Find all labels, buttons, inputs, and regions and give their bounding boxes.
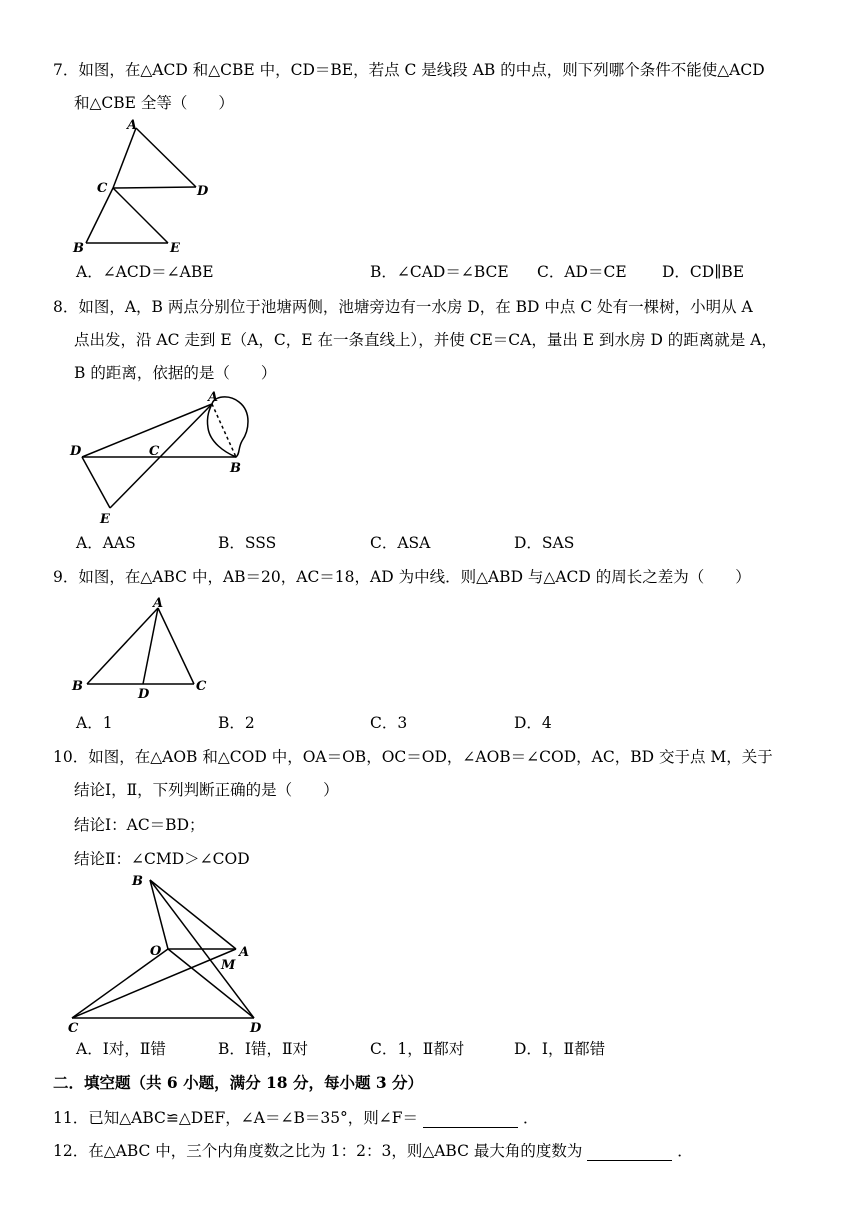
q10-label-b: B [132, 874, 143, 889]
q11-line [53, 1108, 538, 1128]
q9-label-d: D [138, 687, 150, 702]
q7-option-a[interactable]: A．∠ACD＝∠ABE [76, 263, 214, 281]
q12-text: 12．在△ABC 中，三个内角度数之比为 1：2：3，则△ABC 最大角的度数为 [53, 1142, 583, 1160]
q10-option-d[interactable]: D．Ⅰ，Ⅱ都错 [514, 1040, 606, 1058]
q9-segment-ab [87, 608, 158, 684]
q7-label-c: C [97, 181, 108, 196]
q8-label-d: D [70, 444, 82, 459]
q9-option-a[interactable]: A．1 [76, 714, 113, 732]
q11-end: ． [522, 1109, 539, 1127]
q10-stem-line2: 结论Ⅰ，Ⅱ，下列判断正确的是（ ） [74, 781, 339, 799]
q7-segment-cd [113, 187, 196, 188]
q7-segment-ac [113, 128, 136, 188]
q9-label-b: B [72, 679, 83, 694]
q9-label-a: A [153, 596, 164, 611]
q7-segment-ce [113, 188, 168, 243]
q8-label-e: E [100, 512, 110, 527]
q7-option-d[interactable]: D．CD∥BE [662, 263, 745, 281]
q7-stem-line2: 和△CBE 全等（ ） [74, 94, 234, 112]
section-2-title: 二．填空题（共 6 小题，满分 18 分，每小题 3 分） [53, 1073, 424, 1092]
q10-option-b[interactable]: B．Ⅰ错，Ⅱ对 [218, 1040, 309, 1058]
q10-segment-ba [150, 880, 236, 949]
q11-text: 11．已知△ABC≌△DEF，∠A＝∠B＝35°，则∠F＝ [53, 1109, 419, 1127]
q12-end: ． [677, 1142, 693, 1160]
q8-stem-line3: B 的距离，依据的是（ ） [74, 364, 277, 382]
q10-conclusion-2: 结论Ⅱ：∠CMD＞∠COD [74, 850, 250, 868]
q12-answer-blank[interactable] [587, 1144, 672, 1161]
q8-figure [64, 386, 264, 528]
q10-stem-line1: 10．如图，在△AOB 和△COD 中，OA＝OB，OC＝OD，∠AOB＝∠COD，AC，BD 交于点 M，关于 [53, 748, 773, 766]
q7-option-c[interactable]: C．AD＝CE [537, 263, 627, 281]
q9-segment-ac [158, 608, 194, 684]
q8-option-b[interactable]: B．SSS [218, 534, 277, 552]
q7-label-e: E [170, 241, 180, 256]
q10-option-a[interactable]: A．Ⅰ对，Ⅱ错 [76, 1040, 166, 1058]
q7-stem-line1: 7．如图，在△ACD 和△CBE 中，CD＝BE，若点 C 是线段 AB 的中点，则下列哪个条件不能使△ACD [53, 61, 765, 79]
q8-label-a: A [208, 390, 219, 405]
q10-label-d: D [250, 1021, 262, 1036]
q10-segment-bo [150, 880, 168, 949]
q7-label-d: D [197, 184, 209, 199]
q9-stem-line1: 9．如图，在△ABC 中，AB＝20，AC＝18，AD 为中线．则△ABD 与△ACD 的周长之差为（ ） [53, 568, 751, 586]
q8-segment-de [82, 457, 110, 508]
q8-stem-line1: 8．如图，A，B 两点分别位于池塘两侧，池塘旁边有一水房 D，在 BD 中点 C 处有一棵树，小明从 A [53, 298, 753, 316]
q8-option-a[interactable]: A．AAS [76, 534, 136, 552]
q7-label-b: B [73, 241, 84, 256]
q9-option-c[interactable]: C．3 [370, 714, 408, 732]
q7-figure [60, 116, 220, 258]
q9-label-c: C [196, 679, 207, 694]
q7-segment-cb [86, 188, 113, 243]
q7-label-a: A [127, 118, 138, 133]
q10-figure [64, 870, 274, 1038]
q8-option-d[interactable]: D．SAS [514, 534, 575, 552]
q9-option-d[interactable]: D．4 [514, 714, 552, 732]
q8-label-c: C [149, 444, 160, 459]
q7-option-b[interactable]: B．∠CAD＝∠BCE [370, 263, 509, 281]
q8-segment-ae [110, 404, 212, 508]
q8-segment-ab-dashed [212, 404, 236, 457]
q8-option-c[interactable]: C．ASA [370, 534, 431, 552]
q10-conclusion-1: 结论Ⅰ：AC＝BD； [74, 816, 205, 834]
q10-label-o: O [150, 944, 162, 959]
q10-option-c[interactable]: C．1，Ⅱ都对 [370, 1040, 465, 1058]
q9-figure [64, 592, 224, 704]
q11-answer-blank[interactable] [423, 1111, 518, 1128]
q8-label-b: B [230, 461, 241, 476]
q10-label-m: M [221, 958, 236, 973]
q12-line [53, 1141, 693, 1161]
q9-segment-ad [143, 608, 158, 684]
q10-label-a: A [239, 945, 250, 960]
q8-stem-line2: 点出发，沿 AC 走到 E（A，C，E 在一条直线上），并使 CE＝CA，量出 E 到水房 D 的距离就是 A， [74, 331, 777, 349]
q7-segment-ad [136, 128, 196, 187]
q10-label-c: C [68, 1021, 79, 1036]
q8-segment-da [82, 404, 212, 457]
q9-option-b[interactable]: B．2 [218, 714, 255, 732]
